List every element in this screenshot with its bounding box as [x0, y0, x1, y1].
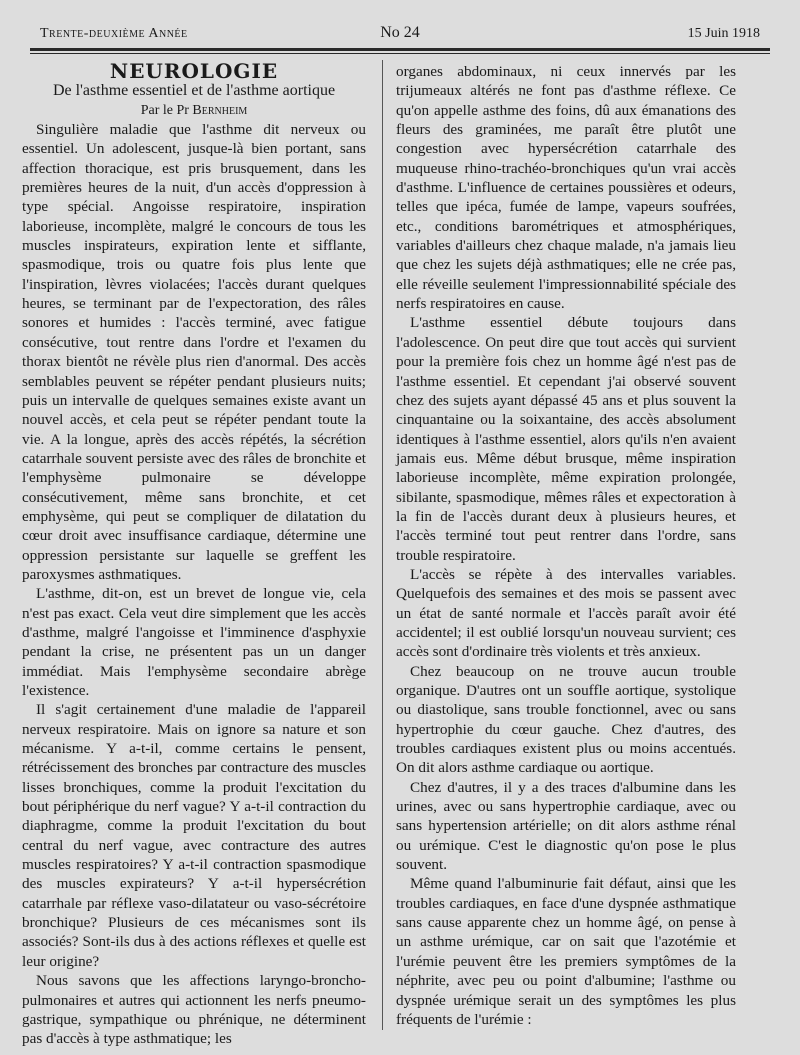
paragraph: Chez d'autres, il y a des traces d'albumine dans les urines, avec ou sans hypertrophie cardiaque, avec ou sans hypertension artérielle; on dit alors asthme rénal ou urémique. C'est le diagnostic qu'on pose le plus souvent. [396, 778, 736, 874]
paragraph: Nous savons que les affections laryngo-broncho-pulmonaires et autres qui actionnent les nerfs pneumo-gastrique, sympathique ou phrénique, ne déterminent pas d'accès à type asthmatique; les [22, 972, 366, 1048]
paragraph: L'asthme, dit-on, est un brevet de longue vie, cela n'est pas exact. Cela veut dire simplement que les accès d'asthme, malgré l'angoisse et l'imminence d'asphyxie pendant la crise, ne présentent pas un un danger immédiat. Mais l'emphysème secondaire abrège l'existence. [22, 585, 366, 699]
paragraph: Même quand l'albuminurie fait défaut, ainsi que les troubles cardiaques, en face d'une dyspnée asthmatique sans cause apparente chez un homme âgé, on pense à un asthme urémique, car on sait que l'azotémie et l'urémie peuvent être les premiers symptômes de la néphrite, avec peu ou point d'albumine; l'asthme ou dyspnée urémique serait un des symptômes les plus fréquents de l'urémie : [396, 875, 736, 1028]
paragraph: L'asthme essentiel débute toujours dans l'adolescence. On peut dire que tout accès qui survient pour la première fois chez un homme âgé n'est pas de l'asthme essentiel. Et cependant j'ai observé souvent chez des sujets ayant dépassé 45 ans et plus souvent la cinquantaine ou la soixantaine, des accès absolument identiques à l'asthme essentiel, alors qu'ils n'en avaient jamais eus. Même début brusque, même inspiration laborieuse incomplète, même expiration prolongée, sibilante, spasmodique, mêmes râles et expectoration à la fin de l'accès durant deux à plusieurs heures, et l'accès terminé tout peut rentrer dans l'ordre, sans trouble respiratoire. [396, 314, 736, 564]
byline-prefix: Par le Pr [140, 102, 189, 118]
right-column [396, 62, 736, 1029]
paragraph: Il s'agit certainement d'une maladie de l'appareil nerveux respiratoire. Mais on ignore sa nature et son mécanisme. Y a-t-il, comme certains le pensent, rétrécissement des bronches par contracture des muscles lisses bronchiques, comme la produit l'excitation du bout périphérique du nerf vague? Y a-t-il contraction du diaphragme, comme la produit l'excitation du bout central du nerf vague, avec contracture des autres muscles respiratoires? Y a-t-il contraction spasmodique des muscles expirateurs? Y a-t-il hypersécrétion catarrhale par réflexe vaso-dilatateur ou vaso-sécrétoire bronchique? Plusieurs de ces mécanismes sont ils associés? Sont-ils dus à des actions réflexes et quelle est leur origine? [22, 701, 366, 970]
header-year: Trente-deuxième Année [40, 26, 188, 41]
byline-author: Bernheim [192, 102, 248, 118]
header-rule-thin [30, 53, 770, 54]
article-title: De l'asthme essentiel et de l'asthme aortique [52, 82, 336, 100]
header-date: 15 Juin 1918 [687, 26, 760, 41]
paragraph: organes abdominaux, ni ceux innervés par les trijumeaux altérés ne font pas d'asthme réflexe. Ce qu'on appelle asthme des foins, dû aux émanations des fleurs des graminées, me paraît être plutôt une congestion avec hypersécrétion catarrhale des muqueuse rhino-trachéo-bronchiques qu'un vrai accès d'asthme. L'influence de certaines poussières et odeurs, telles que ipéca, fumée de lampe, vapeurs soufrées, etc., conditions barométriques et atmosphériques, variables d'ailleurs chez chaque malade, n'a jamais lieu que chez les sujets déjà asthmatiques; elle ne crée pas, elle réveille seulement l'impressionnabilité spéciale des nerfs respiratoires en cause. [396, 63, 736, 313]
article-byline [22, 101, 366, 120]
column-divider [382, 60, 383, 1030]
header-rule-thick [30, 48, 770, 51]
paragraph: Singulière maladie que l'asthme dit nerveux ou essentiel. Un adolescent, jusque-là bien portant, sans affection thoracique, est pris brusquement, dans les premières heures de la nuit, d'un accès d'oppression à type spécial. Angoisse respiratoire, inspiration laborieuse, incomplète, malgré le concours de tous les muscles inspirateurs, expiration lente et sifflante, spasmodique, trois ou quatre fois plus lente que l'inspiration, lèvres violacées; l'accès durant quelques heures, se terminant par de l'expectoration, des râles sonores et humides : l'accès terminé, avec fatigue consécutive, tout rentre dans l'ordre et l'examen du thorax bientôt ne révèle plus rien d'anormal. Des accès semblables peuvent se répéter pendant plusieurs nuits; puis un intervalle de quelques semaines existe avant un nouvel accès, et cela peut se répéter pendant toute la vie. A la longue, après des accès répétés, la sécrétion catarrhale souvent persiste avec des râles de bronchite et l'emphysème pulmonaire se développe consécutivement, même sans bronchite, et cet emphysème, qui peut se compliquer de dilatation du cœur droit avec insuffisance cardiaque, détermine une oppression persistante sur laquelle se greffent les paroxysmes asthmatiques. [22, 121, 366, 583]
left-column [22, 59, 366, 1049]
header-issue-number: No 24 [380, 24, 420, 41]
paragraph: Chez beaucoup on ne trouve aucun trouble organique. D'autres ont un souffle aortique, systolique ou diastolique, sans trouble fonctionnel, avec ou sans hypertrophie du cœur gauche. Chez d'autres, des troubles cardiaques existent plus ou moins accentués. On dit alors asthme cardiaque ou aortique. [396, 662, 736, 777]
page-header [30, 24, 770, 46]
section-title: NEUROLOGIE [109, 59, 279, 83]
paragraph: L'accès se répète à des intervalles variables. Quelquefois des semaines et des mois se passent avec un état de santé normale et l'accès paraît avoir été accidentel; il est oublié lorsqu'un nouveau survient; ces accès sont d'ordinaire très violents et très anxieux. [396, 565, 736, 661]
